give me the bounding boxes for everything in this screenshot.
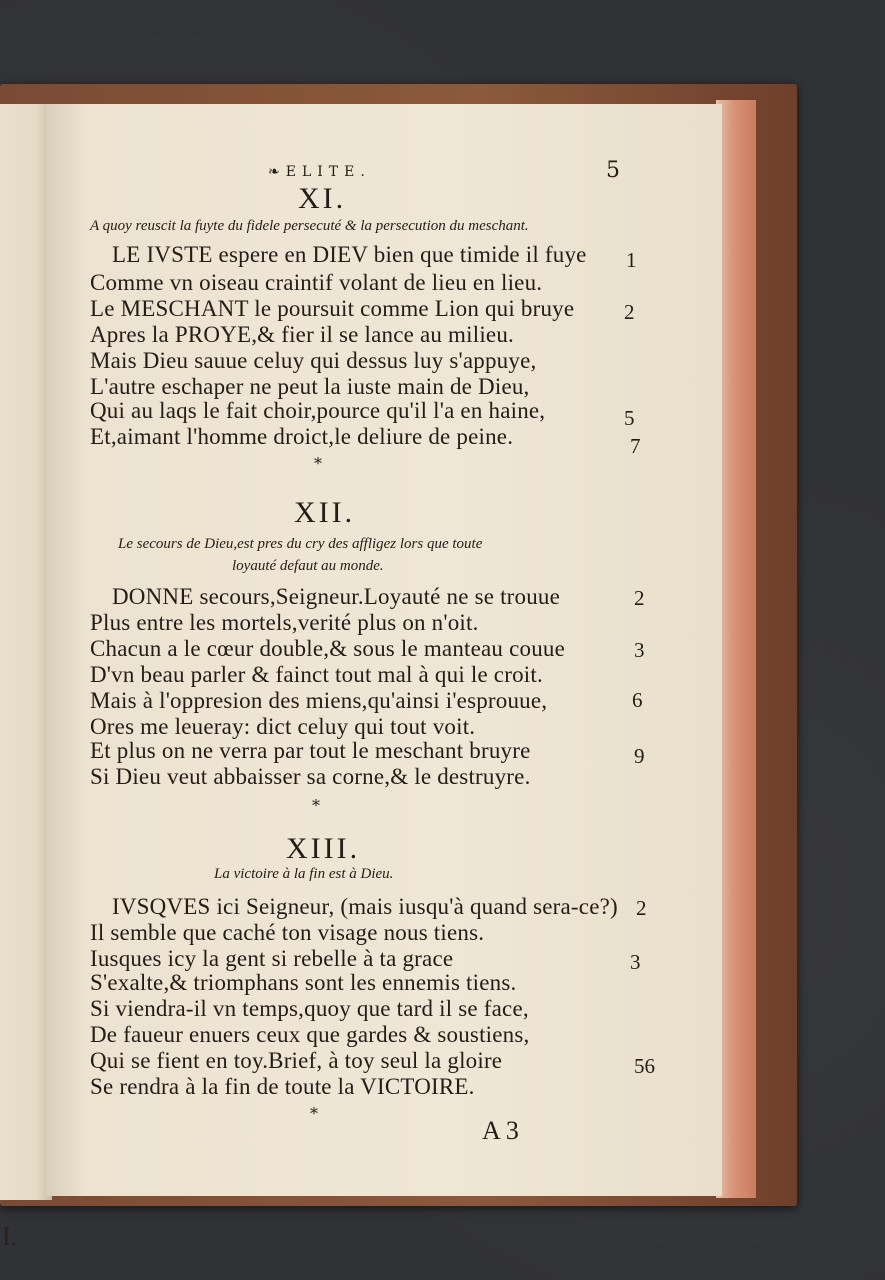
verse-line: Si Dieu veut abbaisser sa corne,& le destruyre. [90,764,531,789]
verse-line: LE IVSTE espere en DIEV bien que timide il fuye [112,242,587,267]
verse-line: Le MESCHANT le poursuit comme Lion qui bruye [90,296,575,321]
running-head: ❧ELITE. [268,164,371,180]
verse-line: IVSQVES ici Seigneur, (mais iusqu'à quand sera-ce?) [112,894,618,919]
left-page [0,104,52,1251]
verse-line: Plus entre les mortels,verité plus on n'oit. [90,610,479,635]
verse-line: Ores me leueray: dict celuy qui tout voit. [90,714,476,739]
page-number: 5 [606,158,620,183]
verse-number: 1 [626,248,637,272]
ornament: * [314,454,322,473]
left-page-marker: I. [2,1222,18,1251]
verse-number: 56 [634,1054,655,1078]
verse-number: 2 [634,586,645,610]
signature-mark: A 3 [482,1116,519,1145]
verse-line: Apres la PROYE,& fier il se lance au milieu. [90,322,514,347]
verse-number: 2 [636,896,647,920]
verse-number: 2 [624,300,635,324]
verse-line: De faueur enuers ceux que gardes & soustiens, [90,1022,530,1047]
psalm-title: XI. [298,182,347,215]
verse-number: 3 [634,638,645,662]
psalm-argument: Le secours de Dieu,est pres du cry des affligez lors que toute [118,536,483,552]
verse-line: Se rendra à la fin de toute la VICTOIRE. [90,1074,475,1099]
verse-number: 5 [624,406,635,430]
verse-line: Comme vn oiseau craintif volant de lieu en lieu. [90,270,543,295]
psalm-title: XIII. [286,832,361,865]
psalm-argument: A quoy reuscit la fuyte du fidele persecuté & la persecution du meschant. [90,218,529,234]
verse-line: L'autre eschaper ne peut la iuste main de Dieu, [90,374,530,399]
verse-line: S'exalte,& triomphans sont les ennemis tiens. [90,970,517,995]
verse-line: Chacun a le cœur double,& sous le manteau couue [90,636,566,661]
ornament: * [310,1104,318,1123]
verse-line: Iusques icy la gent si rebelle à ta grace [90,946,454,971]
verse-line: Qui se fient en toy.Brief, à toy seul la gloire [90,1048,503,1073]
verse-line: Mais Dieu sauue celuy qui dessus luy s'appuye, [90,348,537,373]
psalm-title: XII. [294,496,356,529]
verse-line: Qui au laqs le fait choir,pource qu'il l'a en haine, [90,398,546,423]
verse-line: Il semble que caché ton visage nous tiens. [90,920,485,945]
verse-line: Et,aimant l'homme droict,le deliure de peine. [90,424,514,449]
book-page [46,104,722,1196]
ornament: * [312,796,320,815]
verse-number: 7 [630,434,641,458]
verse-number: 3 [630,950,641,974]
page-edges [716,100,756,1198]
verse-line: Et plus on ne verra par tout le meschant bruyre [90,738,531,763]
verse-line: Mais à l'oppresion des miens,qu'ainsi i'esprouue, [90,688,548,713]
verse-number: 6 [632,688,643,712]
verse-line: D'vn beau parler & fainct tout mal à qui le croit. [90,662,543,687]
psalm-argument: La victoire à la fin est à Dieu. [214,866,394,882]
psalm-argument: loyauté defaut au monde. [232,558,384,574]
verse-number: 9 [634,744,645,768]
verse-line: Si viendra-il vn temps,quoy que tard il se face, [90,996,529,1021]
verse-line: DONNE secours,Seigneur.Loyauté ne se trouue [112,584,561,609]
